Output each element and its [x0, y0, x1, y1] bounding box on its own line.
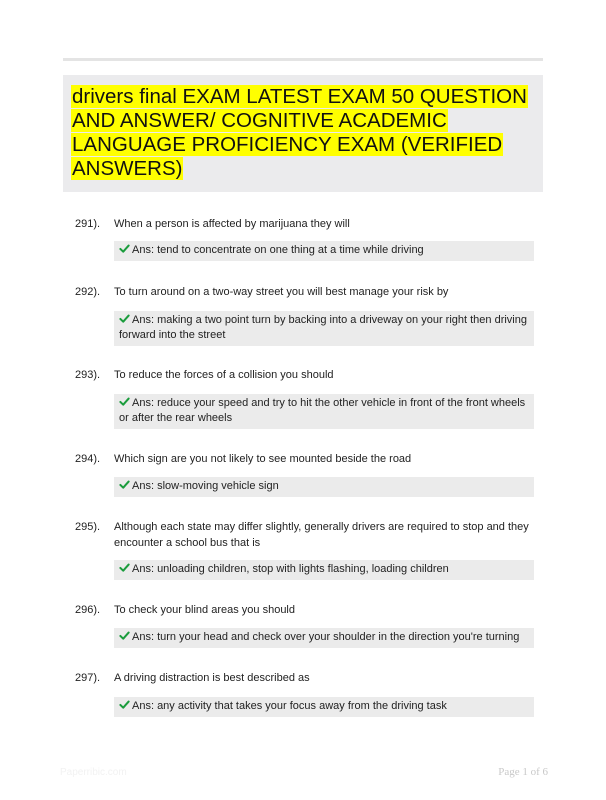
answer-box [114, 560, 534, 580]
question-text: To turn around on a two-way street you will best manage your risk by [114, 286, 449, 298]
footer-watermark: Paperribic.com [60, 767, 127, 778]
answer-box [114, 241, 534, 261]
question-number: 297). [75, 672, 101, 684]
answer-text: Ans: tend to concentrate on one thing at a time while driving [132, 244, 424, 256]
page-number: Page 1 of 6 [498, 766, 548, 778]
question-number: 293). [75, 369, 101, 381]
page-title-highlight: drivers final EXAM LATEST EXAM 50 QUESTION AND ANSWER/ COGNITIVE ACADEMIC LANGUAGE PROFICIENCY EXAM (VERIFIED ANSWERS) [72, 85, 527, 180]
check-icon [119, 479, 130, 490]
question-text: To check your blind areas you should [114, 604, 295, 616]
question-number: 294). [75, 453, 101, 465]
answer-text: Ans: unloading children, stop with lights flashing, loading children [132, 563, 449, 575]
check-icon [119, 630, 130, 641]
answer-box [114, 394, 534, 429]
check-icon [119, 562, 130, 573]
question-text: Which sign are you not likely to see mounted beside the road [114, 453, 412, 465]
answer-text: Ans: any activity that takes your focus away from the driving task [132, 700, 447, 712]
check-icon [119, 396, 130, 407]
answer-box [114, 697, 534, 717]
check-icon [119, 699, 130, 710]
page-title [71, 85, 535, 181]
top-divider [63, 58, 543, 61]
question-number: 292). [75, 286, 101, 298]
question-number: 295). [75, 521, 101, 533]
question-number: 296). [75, 604, 101, 616]
answer-box [114, 311, 534, 346]
check-icon [119, 313, 130, 324]
answer-text: Ans: turn your head and check over your shoulder in the direction you're turning [132, 631, 520, 643]
question-text: A driving distraction is best described as [114, 672, 310, 684]
answer-text: Ans: reduce your speed and try to hit the other vehicle in front of the front wheels or after the rear wheels [119, 397, 526, 424]
answer-text: Ans: slow-moving vehicle sign [132, 480, 279, 492]
title-banner [63, 75, 543, 192]
question-text: Although each state may differ slightly, generally drivers are required to stop and they encounter a school bus that is [114, 521, 529, 549]
question-text: To reduce the forces of a collision you should [114, 369, 334, 381]
question-number: 291). [75, 218, 101, 230]
answer-text: Ans: making a two point turn by backing into a driveway on your right then driving forward into the street [119, 314, 527, 341]
answer-box [114, 628, 534, 648]
answer-box [114, 477, 534, 497]
check-icon [119, 243, 130, 254]
question-text: When a person is affected by marijuana they will [114, 218, 350, 230]
